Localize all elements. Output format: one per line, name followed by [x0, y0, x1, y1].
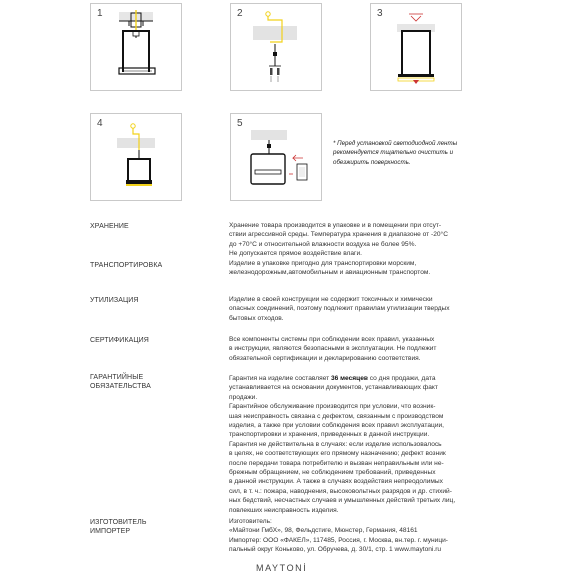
warranty-body: со дня продажи, дата устанавливается на основании документов, устанавливающих факт продажи. Гарантийное обслуживание производится при условии, что возник- шая неисправность связана с дефектом, связанным с производством изделия, а также при условии соблюдения всех правил эксплуатации, транспортировки и хранения, приведенных в данной инструкции. Гарантия не действительна в случаях: если изделие использовалось в целях, не соответствующих его прямому назначению; дефект возник после передачи товара потребителю и вызван неправильным или не- брежным обращением, не соблюдением требований, приведенных в данной инструкции. А также в случаях воздействия непреодолимых сил, в т. ч.: пожара, наводнения, высоковольтных разрядов и др. стихий- ных бедствий, несчастных случаев и умышленных действий третьих лиц, повлекших неисправность изделия.: [229, 375, 456, 514]
warranty-intro: Гарантия на изделие составляет: [229, 375, 331, 382]
section-label-storage: ХРАНЕНИЕ: [90, 223, 129, 230]
section-text-certification: Все компоненты системы при соблюдении всех правил, указанных в инструкции, являются безопасными в эксплуатации. Не подлежит обязательной сертификации и декларированию соответствия.: [229, 336, 437, 362]
panel-number: 2: [237, 8, 243, 19]
profile-assembly-diagram: [371, 4, 461, 90]
section-label-certification: СЕРТИФИКАЦИЯ: [90, 337, 149, 344]
section-label-manufacturer: ИЗГОТОВИТЕЛЬ ИМПОРТЕР: [90, 519, 147, 535]
cable-connection-diagram: [231, 4, 321, 90]
diagram-panel-3: [370, 3, 462, 91]
warranty-period: 36 месяцев: [331, 375, 368, 382]
brand-logo: MAYTONİ: [256, 563, 308, 573]
section-text-storage: Хранение товара производится в упаковке и в помещении при отсут- ствии агрессивной среды. Температура хранения в диапазоне от -20°С до +70°С и относительной влажности воздуха не более 95%. Не допускается прямое воздействие влаги.: [229, 222, 448, 258]
panel-number: 5: [237, 118, 243, 129]
ceiling-mount-diagram: [91, 4, 181, 90]
panel-number: 3: [377, 8, 383, 19]
final-assembly-diagram: [231, 114, 321, 200]
driver-install-diagram: [91, 114, 181, 200]
diagram-panel-5: [230, 113, 322, 201]
section-label-disposal: УТИЛИЗАЦИЯ: [90, 297, 139, 304]
section-text-transport: Изделие в упаковке пригодно для транспортировки морским, железнодорожным,автомобильным и авиационным транспортом.: [229, 260, 431, 277]
section-text-warranty: [229, 374, 487, 515]
diagram-panel-4: [90, 113, 182, 201]
diagram-panel-2: [230, 3, 322, 91]
panel-number: 4: [97, 118, 103, 129]
section-label-warranty: ГАРАНТИЙНЫЕ ОБЯЗАТЕЛЬСТВА: [90, 374, 151, 390]
surface-prep-note: * Перед установкой светодиодной ленты рекомендуется тщательно очистить и обезжирить поверхность.: [333, 140, 458, 166]
section-label-transport: ТРАНСПОРТИРОВКА: [90, 262, 163, 269]
diagram-panel-1: [90, 3, 182, 91]
section-text-manufacturer: Изготовитель: «Майтони ГмбХ», 98, Фельдстиге, Мюнстер, Германия, 48161 Импортер: ООО «ФАКЕЛ», 117485, Россия, г. Москва, вн.тер. г. муници- пальный округ Коньково, ул. Обручева, д. 30/1, стр. 1 www.maytoni.ru: [229, 518, 448, 554]
section-text-disposal: Изделие в своей конструкции не содержит токсичных и химически опасных соединений, поэтому подлежит правилам утилизации твердых бытовых отходов.: [229, 296, 450, 322]
panel-number: 1: [97, 8, 103, 19]
